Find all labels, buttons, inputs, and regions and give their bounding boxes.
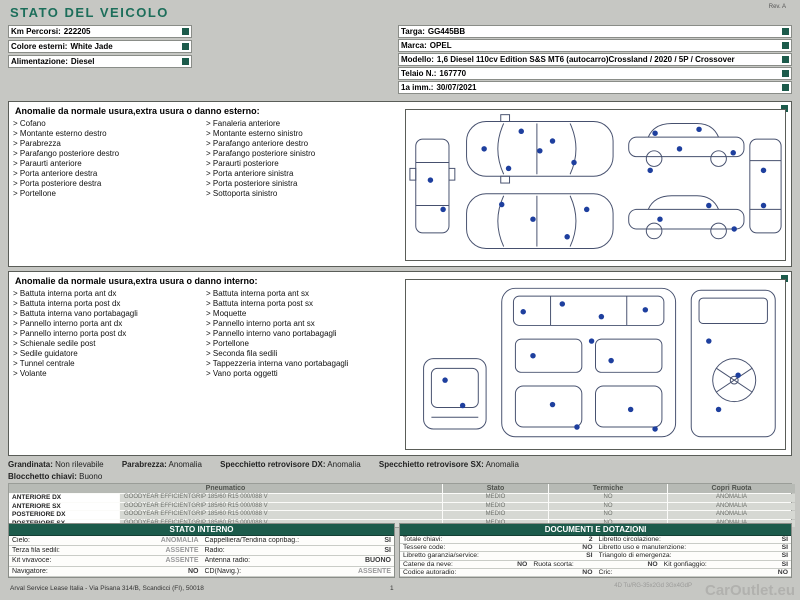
car-side-view-lower (629, 196, 744, 239)
pair-cric (596, 569, 792, 576)
anomaly-item: > Parafango posteriore destro (13, 149, 200, 159)
interior-damage-markers (442, 301, 741, 432)
anomaly-item: > Portellone (13, 189, 200, 199)
field-value: 222205 (63, 27, 91, 36)
interior-list-column-1 (13, 289, 206, 379)
pair-label: Cielo: (12, 537, 30, 545)
anomaly-item: > Cofano (13, 119, 200, 129)
header-left-fields (8, 25, 192, 70)
pair-navigatore (9, 568, 202, 575)
tyres-header-copri-ruota: Copri Ruota (668, 484, 795, 493)
condition-specchietto-sx (379, 460, 519, 469)
anomaly-item: > Montante esterno destro (13, 129, 200, 139)
tyre-spec: GOODYEAR EFFICIENTGRIP 185/60 R15 000/088 V (120, 494, 442, 502)
pair-radio (202, 547, 395, 554)
table-row (400, 544, 791, 552)
stato-interno-table (8, 523, 395, 578)
tyre-stato: MEDIO (443, 511, 548, 519)
exterior-anomalies-panel (8, 101, 792, 267)
tyres-header-pneumatico: Pneumatico (9, 484, 442, 493)
anomaly-item: > Paraurti posteriore (206, 159, 393, 169)
pair-label: CD(Navig.): (204, 567, 242, 575)
pair-value: SI (384, 547, 391, 555)
anomaly-item: > Portellone (206, 339, 393, 349)
pair-value: ASSENTE (165, 557, 199, 565)
field-label: Telaio N.: (401, 69, 437, 78)
condition-value: Anomalia (485, 460, 519, 469)
field-label: Alimentazione: (11, 57, 68, 66)
pair-label: Libretto circolazione: (598, 536, 661, 544)
table-row (400, 536, 791, 544)
field-km-percorsi (8, 25, 192, 38)
pair-antenna-radio (202, 557, 395, 564)
anomaly-item: > Schienale sedile post (13, 339, 200, 349)
anomaly-item: > Seconda fila sedili (206, 349, 393, 359)
field-value: 30/07/2021 (436, 83, 477, 92)
pair-tessere-code (400, 544, 596, 551)
field-marker-square (782, 84, 789, 91)
exterior-panel-title: Anomalie da normale usura,extra usura o danno esterno: (15, 106, 260, 116)
anomaly-item: > Montante esterno sinistro (206, 129, 393, 139)
pair-catene-neve (400, 561, 530, 568)
field-marker-square (782, 42, 789, 49)
tyre-stato: MEDIO (443, 503, 548, 511)
tyre-spec: GOODYEAR EFFICIENTGRIP 185/60 R15 000/088 V (120, 503, 442, 511)
anomaly-item: > Parafango anteriore destro (206, 139, 393, 149)
anomaly-item: > Parafango posteriore sinistro (206, 149, 393, 159)
pair-label: Cappelliera/Tendina copribag.: (204, 537, 300, 545)
table-row (400, 569, 791, 577)
cabin-plan-view (502, 288, 676, 436)
footer-page-number: 1 (390, 585, 394, 592)
pair-label: Tessere code: (403, 544, 446, 552)
car-front-view (410, 139, 455, 233)
condition-grandinata (8, 460, 104, 469)
pair-label: Codice autoradio: (403, 568, 457, 576)
pair-value: NO (777, 568, 788, 576)
pair-value: ANOMALIA (160, 537, 199, 545)
condition-label: Blocchetto chiavi: (8, 472, 77, 481)
anomaly-item: > Porta anteriore destra (13, 169, 200, 179)
pair-label: Kit vivavoce: (12, 557, 52, 565)
condition-label: Grandinata: (8, 460, 53, 469)
pair-value: SI (384, 537, 391, 545)
interior-panel-title: Anomalie da normale usura,extra usura o danno interno: (15, 276, 258, 286)
field-colore-esterni (8, 40, 192, 53)
pair-triangolo (596, 552, 792, 559)
pair-value: SI (781, 552, 788, 560)
car-top-view-lower (467, 194, 614, 249)
field-alimentazione (8, 55, 192, 68)
condition-parabrezza (122, 460, 202, 469)
pair-label: Triangolo di emergenza: (598, 552, 672, 560)
pair-label: Navigatore: (12, 567, 48, 575)
tyre-copri-ruota: ANOMALIA (668, 503, 795, 511)
anomaly-item: > Pannello interno porta ant sx (206, 319, 393, 329)
field-modello (398, 53, 792, 66)
pair-value: SI (781, 536, 788, 544)
footer-address: Arval Service Lease Italia - Via Pisana 314/B, Scandicci (FI), 50018 (10, 585, 204, 592)
documenti-header: DOCUMENTI E DOTAZIONI (400, 524, 791, 536)
field-value: OPEL (429, 41, 452, 50)
pair-label: Antenna radio: (204, 557, 251, 565)
tyre-position: POSTERIORE DX (9, 511, 119, 519)
tyres-header-termiche: Termiche (549, 484, 667, 493)
pair-value: BUONO (364, 557, 391, 565)
field-value: GG445BB (427, 27, 466, 36)
pair-value: SI (781, 544, 788, 552)
anomaly-item: > Tappezzeria interna vano portabagagli (206, 359, 393, 369)
pair-cielo (9, 537, 202, 544)
condition-label: Parabrezza: (121, 460, 167, 469)
tyre-termiche: NO (549, 503, 667, 511)
pair-codice-autoradio (400, 569, 596, 576)
condition-value: Anomalia (168, 460, 202, 469)
condition-summary-row (8, 460, 792, 469)
tyre-spec: GOODYEAR EFFICIENTGRIP 185/60 R15 000/088 V (120, 511, 442, 519)
exterior-list-column-1 (13, 119, 206, 199)
pair-kit-gonfiaggio (661, 561, 791, 568)
field-marca (398, 39, 792, 52)
pair-label: Catene da neve: (403, 560, 453, 568)
pair-value: ASSENTE (165, 547, 199, 555)
pair-value: NO (582, 568, 593, 576)
anomaly-item: > Porta anteriore sinistra (206, 169, 393, 179)
exterior-list-column-2 (206, 119, 399, 199)
exterior-damage-markers (428, 127, 767, 240)
pair-value: NO (647, 560, 658, 568)
pair-terza-fila (9, 547, 202, 554)
table-row (9, 556, 394, 566)
pair-label: Radio: (204, 547, 225, 555)
anomaly-item: > Sottoporta sinistro (206, 189, 393, 199)
anomaly-item: > Battuta interna porta post dx (13, 299, 200, 309)
interior-list-column-2 (206, 289, 399, 379)
anomaly-item: > Paraurti anteriore (13, 159, 200, 169)
field-label: Marca: (401, 41, 427, 50)
car-side-view-upper (629, 123, 744, 166)
field-marker-square (782, 70, 789, 77)
pair-value: NO (582, 544, 593, 552)
pair-label: Cric: (598, 568, 613, 576)
car-rear-view (750, 139, 781, 233)
condition-value: Non rilevabile (55, 460, 104, 469)
tyre-copri-ruota: ANOMALIA (668, 511, 795, 519)
field-marker-square (782, 28, 789, 35)
tyre-copri-ruota: ANOMALIA (668, 494, 795, 502)
pair-label: Libretto uso e manutenzione: (598, 544, 687, 552)
pair-value: NO (188, 567, 199, 575)
condition-label: Specchietto retrovisore SX: (378, 460, 484, 469)
pair-totale-chiavi (400, 536, 596, 543)
pair-label: Totale chiavi: (403, 536, 443, 544)
anomaly-item: > Sedile guidatore (13, 349, 200, 359)
field-marker-square (182, 43, 189, 50)
pair-label: Kit gonfiaggio: (663, 560, 707, 568)
field-value: 1,6 Diesel 110cv Edition S&S MT6 (autocarro)Crossland / 2020 / 5P / Crossover (436, 55, 735, 64)
field-targa (398, 25, 792, 38)
pair-value: SI (781, 560, 788, 568)
stato-interno-header: STATO INTERNO (9, 524, 394, 536)
tyres-header-stato: Stato (443, 484, 548, 493)
tyre-stato: MEDIO (443, 494, 548, 502)
table-row (9, 546, 394, 556)
trunk-view (424, 359, 487, 429)
table-row (9, 567, 394, 577)
anomaly-item: > Battuta interna porta ant sx (206, 289, 393, 299)
condition-specchietto-dx (220, 460, 361, 469)
field-value: White Jade (70, 42, 113, 51)
tyres-table (8, 483, 792, 528)
table-row (400, 552, 791, 560)
interior-car-diagram-svg (406, 280, 785, 449)
revision-label: Rev. A (768, 4, 786, 10)
interior-anomalies-panel (8, 271, 792, 456)
condition-label: Specchietto retrovisore DX: (220, 460, 326, 469)
field-prima-immatricolazione (398, 81, 792, 94)
header-right-fields (398, 25, 792, 95)
documenti-dotazioni-table (399, 523, 792, 578)
pair-value: 2 (588, 536, 593, 544)
anomaly-item: > Fanaleria anteriore (206, 119, 393, 129)
dashboard-steering-view (691, 290, 775, 437)
table-row (9, 536, 394, 546)
pair-value: NO (517, 560, 528, 568)
condition-value: Buono (79, 472, 103, 481)
field-label: Colore esterni: (11, 42, 68, 51)
pair-label: Libretto garanzia/service: (403, 552, 479, 560)
field-value: Diesel (70, 57, 95, 66)
condition-value: Anomalia (327, 460, 361, 469)
anomaly-item: > Parabrezza (13, 139, 200, 149)
pair-cappelliera (202, 537, 395, 544)
anomaly-item: > Pannello interno porta ant dx (13, 319, 200, 329)
anomaly-item: > Battuta interna vano portabagagli (13, 309, 200, 319)
interior-damage-diagram (405, 279, 786, 450)
anomaly-item: > Porta posteriore destra (13, 179, 200, 189)
field-label: Targa: (401, 27, 425, 36)
field-label: 1a imm.: (401, 83, 434, 92)
anomaly-item: > Vano porta oggetti (206, 369, 393, 379)
table-row (400, 561, 791, 569)
field-marker-square (782, 56, 789, 63)
pair-kit-vivavoce (9, 557, 202, 564)
caroutlet-watermark: CarOutlet.eu (704, 582, 795, 599)
pair-label: Ruota scorta: (533, 560, 574, 568)
pair-libretto-circolazione (596, 536, 792, 543)
exterior-damage-diagram (405, 109, 786, 261)
tyre-termiche: NO (549, 511, 667, 519)
field-telaio (398, 67, 792, 80)
tyre-position: ANTERIORE SX (9, 503, 119, 511)
anomaly-item: > Volante (13, 369, 200, 379)
anomaly-item: > Tunnel centrale (13, 359, 200, 369)
field-marker-square (182, 58, 189, 65)
page-title: STATO DEL VEICOLO (10, 5, 169, 20)
pair-ruota-scorta (530, 561, 660, 568)
pair-cd-navig (202, 568, 395, 575)
anomaly-item: > Battuta interna porta post sx (206, 299, 393, 309)
exterior-car-diagram-svg (406, 110, 785, 260)
anomaly-item: > Pannello interno vano portabagagli (206, 329, 393, 339)
footer-document-code: 4D Tu/RG-35x2Gd 3Gx4GdP (614, 583, 692, 589)
field-label: Modello: (401, 55, 434, 64)
field-label: Km Percorsi: (11, 27, 61, 36)
tyre-termiche: NO (549, 494, 667, 502)
pair-libretto-uso (596, 544, 792, 551)
field-marker-square (182, 28, 189, 35)
anomaly-item: > Moquette (206, 309, 393, 319)
anomaly-item: > Pannello interno porta post dx (13, 329, 200, 339)
keys-condition-row (8, 472, 102, 481)
tyre-position: ANTERIORE DX (9, 494, 119, 502)
pair-libretto-garanzia (400, 552, 596, 559)
pair-value: SI (586, 552, 593, 560)
pair-label: Terza fila sedili: (12, 547, 60, 555)
field-value: 167770 (439, 69, 467, 78)
anomaly-item: > Battuta interna porta ant dx (13, 289, 200, 299)
anomaly-item: > Porta posteriore sinistra (206, 179, 393, 189)
pair-value: ASSENTE (357, 567, 391, 575)
